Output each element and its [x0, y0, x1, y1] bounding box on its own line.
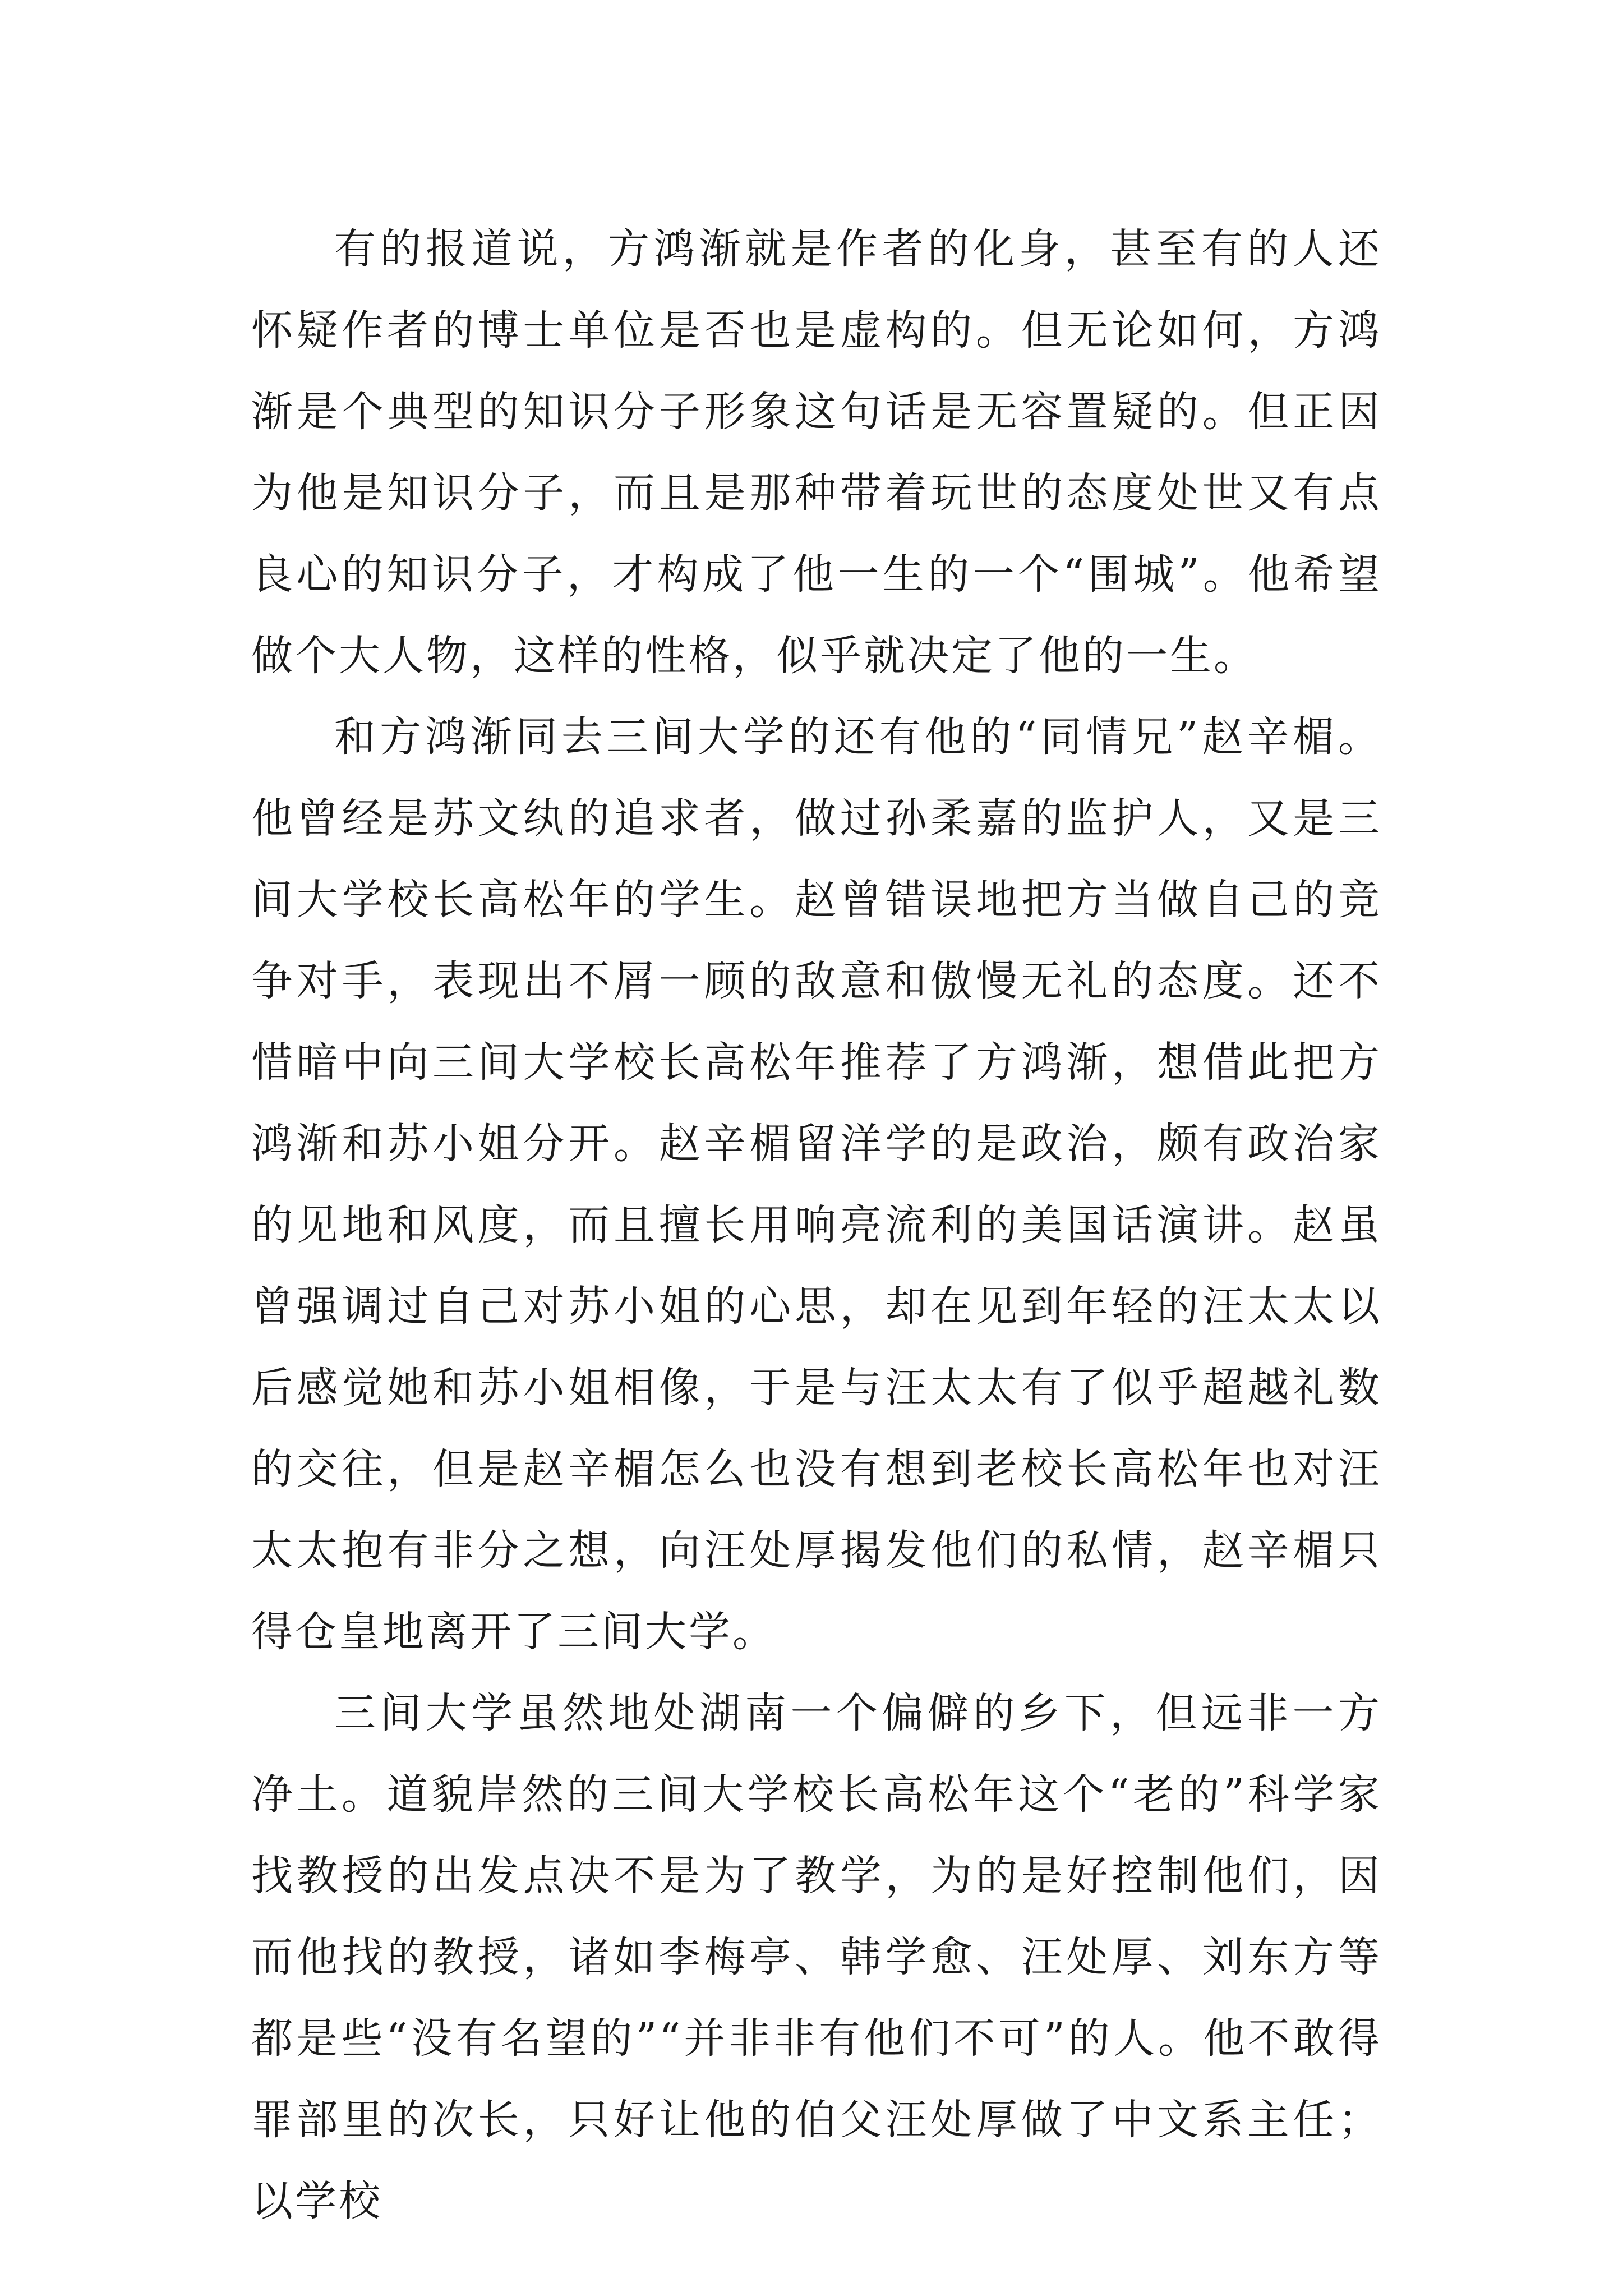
- paragraph-3: 三间大学虽然地处湖南一个偏僻的乡下，但远非一方净土。道貌岸然的三间大学校长高松年这个“老的”科学家找教授的出发点决不是为了教学，为的是好控制他们，因而他找的教授，诸如李梅亭、韩学愈、汪处厚、刘东方等都是些“没有名望的”“并非非有他们不可”的人。他不敢得罪部里的次长，只好让他的伯父汪处厚做了中文系主任；以学校: [251, 1689, 1382, 2225]
- body-text: [251, 209, 1382, 2242]
- paragraph-1: 有的报道说，方鸿渐就是作者的化身，甚至有的人还怀疑作者的博士单位是否也是虚构的。但无论如何，方鸿渐是个典型的知识分子形象这句话是无容置疑的。但正因为他是知识分子，而且是那种带着玩世的态度处世又有点良心的知识分子，才构成了他一生的一个“围城”。他希望做个大人物，这样的性格，似乎就决定了他的一生。: [251, 225, 1382, 680]
- paragraph-2: 和方鸿渐同去三间大学的还有他的“同情兄”赵辛楣。他曾经是苏文纨的追求者，做过孙柔嘉的监护人，又是三间大学校长高松年的学生。赵曾错误地把方当做自己的竞争对手，表现出不屑一顾的敌意和傲慢无礼的态度。还不惜暗中向三间大学校长高松年推荐了方鸿渐，想借此把方鸿渐和苏小姐分开。赵辛楣留洋学的是政治，颇有政治家的见地和风度，而且擅长用响亮流利的美国话演讲。赵虽曾强调过自己对苏小姐的心思，却在见到年轻的汪太太以后感觉她和苏小姐相像，于是与汪太太有了似乎超越礼数的交往，但是赵辛楣怎么也没有想到老校长高松年也对汪太太抱有非分之想，向汪处厚揭发他们的私情，赵辛楣只得仓皇地离开了三间大学。: [251, 713, 1382, 1656]
